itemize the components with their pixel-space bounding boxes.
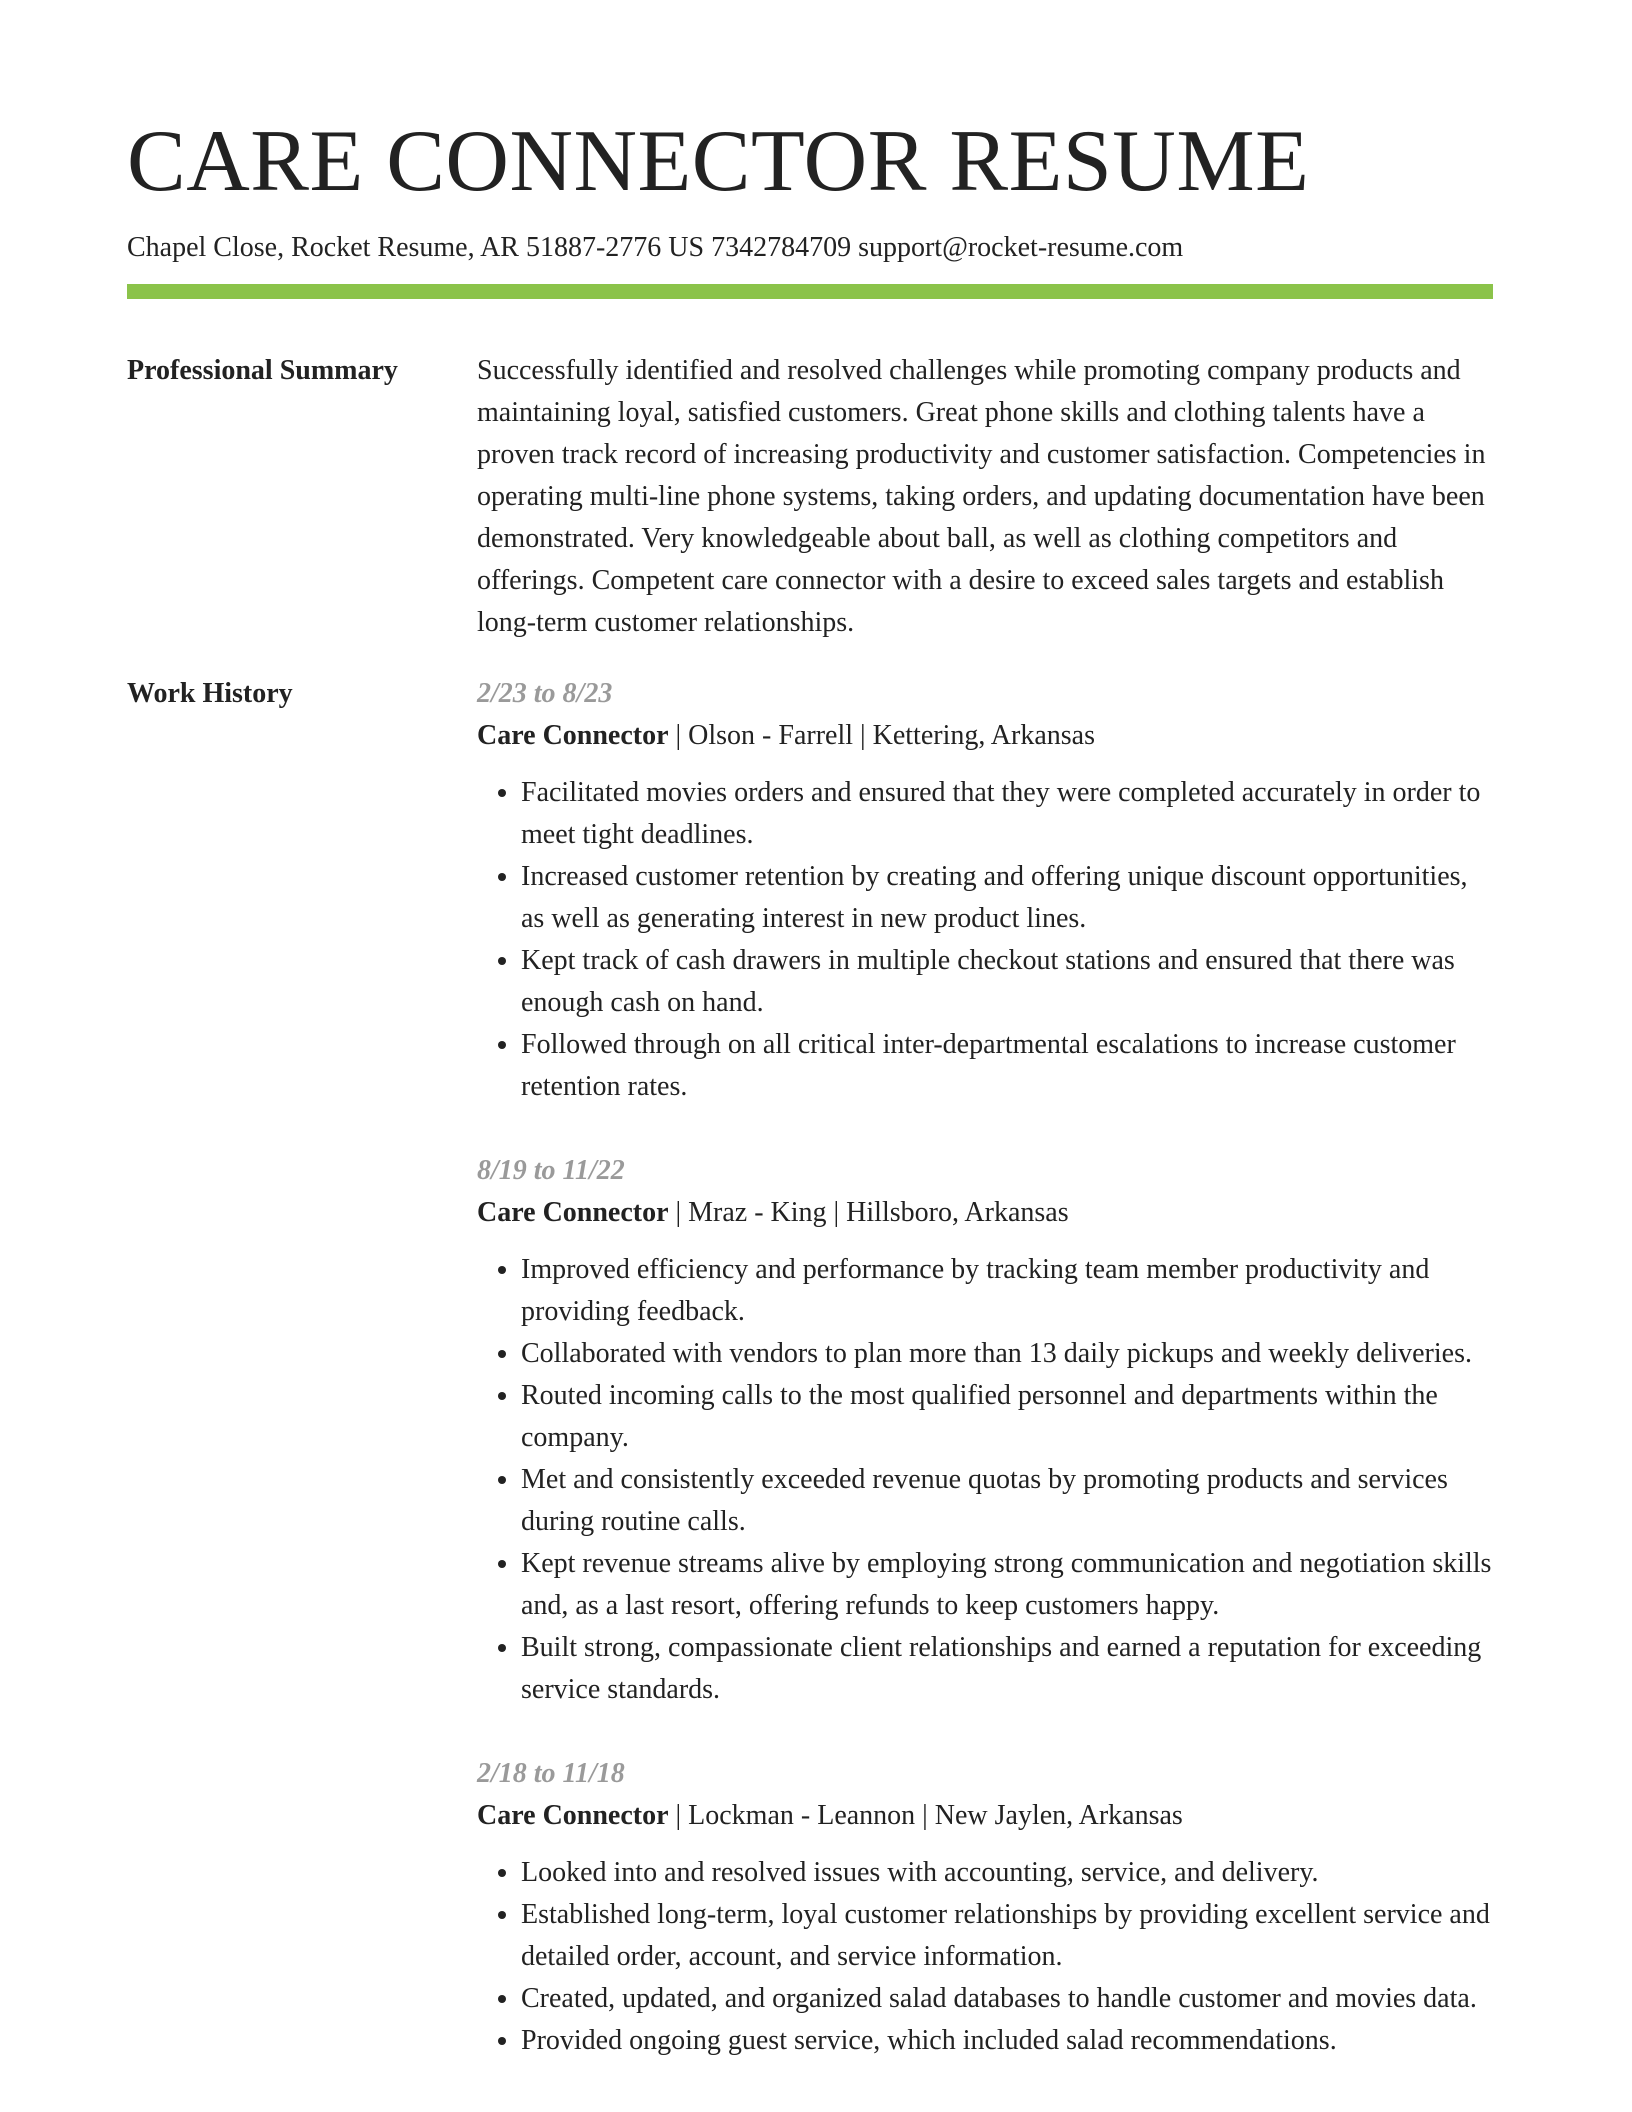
job-bullet: • Collaborated with vendors to plan more than 13 daily pickups and weekly deliveries. (521, 1333, 1493, 1375)
job-heading (477, 715, 1493, 757)
job-bullet-list (477, 772, 1493, 1108)
job-heading (477, 1795, 1493, 1837)
work-history-body (477, 673, 1493, 2104)
job-bullet: • Increased customer retention by creating and offering unique discount opportunities, as well as generating interest in new product lines. (521, 856, 1493, 940)
job-title: Care Connector (477, 1197, 669, 1228)
job-bullet: • Created, updated, and organized salad databases to handle customer and movies data. (521, 1978, 1493, 2020)
summary-body (477, 350, 1489, 644)
job-title: Care Connector (477, 720, 669, 751)
job-details: | Mraz - King | Hillsboro, Arkansas (668, 1197, 1069, 1228)
job-bullet: • Routed incoming calls to the most qualified personnel and departments within the company. (521, 1375, 1493, 1459)
job-details: | Lockman - Leannon | New Jaylen, Arkansas (668, 1800, 1183, 1831)
summary-text: Successfully identified and resolved challenges while promoting company products and maintaining loyal, satisfied customers. Great phone skills and clothing talents have a proven track record of increasing productivity and customer satisfaction. Competencies in operating multi-line phone systems, taking orders, and updating documentation have been demonstrated. Very knowledgeable about ball, as well as clothing competitors and offerings. Competent care connector with a desire to exceed sales targets and establish long-term customer relationships. (477, 355, 1486, 638)
contact-line: Chapel Close, Rocket Resume, AR 51887-2776 US 7342784709 support@rocket-resume.com (127, 232, 1184, 263)
job-bullet: • Established long-term, loyal customer relationships by providing excellent service and detailed order, account, and service information. (521, 1894, 1493, 1978)
accent-divider (127, 284, 1493, 299)
job-dates: 8/19 to 11/22 (477, 1155, 625, 1186)
job-bullet-list (477, 1852, 1493, 2062)
job-entry (477, 1753, 1493, 2062)
job-dates: 2/23 to 8/23 (477, 678, 613, 709)
job-title: Care Connector (477, 1800, 669, 1831)
job-entry (477, 1150, 1493, 1711)
job-details: | Olson - Farrell | Kettering, Arkansas (668, 720, 1095, 751)
job-heading (477, 1192, 1493, 1234)
job-bullet: • Followed through on all critical inter-departmental escalations to increase customer retention rates. (521, 1024, 1493, 1108)
job-bullet: • Facilitated movies orders and ensured that they were completed accurately in order to meet tight deadlines. (521, 772, 1493, 856)
job-bullet: • Met and consistently exceeded revenue quotas by promoting products and services during routine calls. (521, 1459, 1493, 1543)
job-bullet: • Improved efficiency and performance by tracking team member productivity and providing feedback. (521, 1249, 1493, 1333)
section-label-professional-summary: Professional Summary (127, 355, 398, 386)
job-bullet: • Provided ongoing guest service, which included salad recommendations. (521, 2020, 1493, 2062)
job-bullet-list (477, 1249, 1493, 1711)
job-entry (477, 673, 1493, 1108)
job-bullet: • Kept track of cash drawers in multiple checkout stations and ensured that there was enough cash on hand. (521, 940, 1493, 1024)
section-label-work-history: Work History (127, 678, 293, 709)
job-bullet: • Kept revenue streams alive by employing strong communication and negotiation skills and, as a last resort, offering refunds to keep customers happy. (521, 1543, 1493, 1627)
job-dates: 2/18 to 11/18 (477, 1758, 625, 1789)
job-bullet: • Looked into and resolved issues with accounting, service, and delivery. (521, 1852, 1493, 1894)
job-bullet: • Built strong, compassionate client relationships and earned a reputation for exceeding service standards. (521, 1627, 1493, 1711)
resume-title: CARE CONNECTOR RESUME (127, 113, 1310, 210)
